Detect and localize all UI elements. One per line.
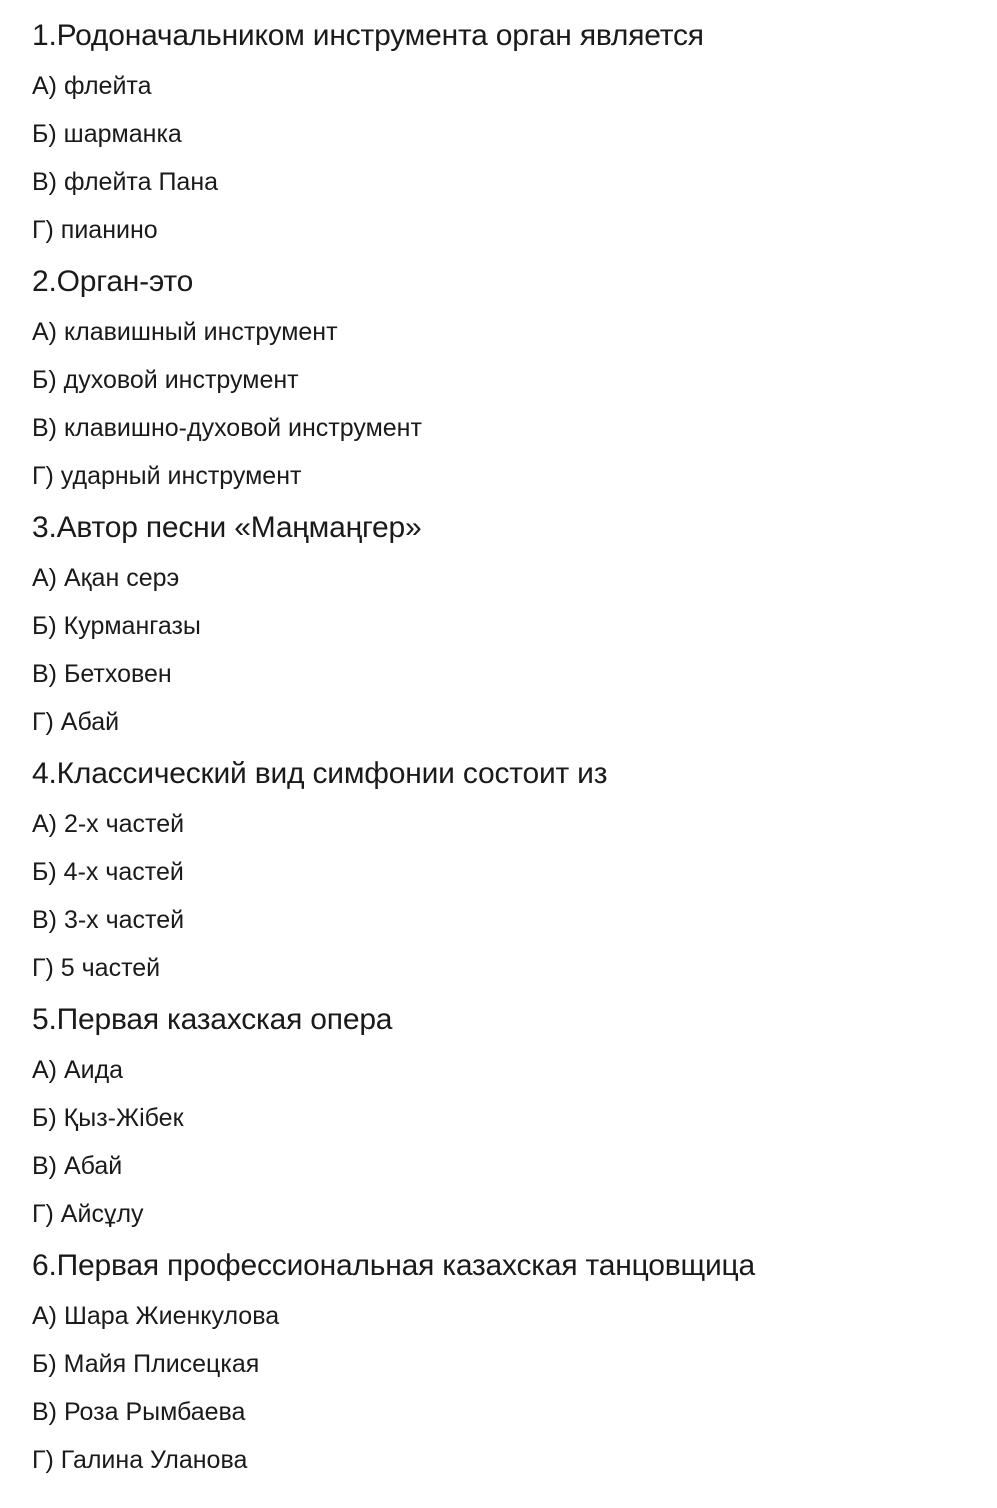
question-6 xyxy=(32,1244,972,1484)
question-title: 2.Орган-это xyxy=(32,265,194,298)
answer-option-a: А) флейта xyxy=(32,72,152,100)
question-1 xyxy=(32,14,972,254)
question-title: 6.Первая профессиональная казахская танцовщица xyxy=(32,1249,755,1282)
answer-option-a: А) Ақан серэ xyxy=(32,564,180,592)
answer-option-a: А) клавишный инструмент xyxy=(32,318,338,346)
answer-option-b: Б) духовой инструмент xyxy=(32,366,299,394)
question-title: 4.Классический вид симфонии состоит из xyxy=(32,757,608,790)
answer-option-b: Б) Курмангазы xyxy=(32,612,201,640)
quiz-document xyxy=(32,14,972,1484)
question-title: 3.Автор песни «Маңмаңгер» xyxy=(32,511,422,544)
answer-option-a: А) Аида xyxy=(32,1056,124,1084)
answer-option-c: В) флейта Пана xyxy=(32,168,219,196)
answer-option-c: В) клавишно-духовой инструмент xyxy=(32,414,422,442)
answer-option-c: В) Абай xyxy=(32,1152,123,1180)
answer-option-d: Г) пианино xyxy=(32,216,158,244)
answer-option-b: Б) шарманка xyxy=(32,120,182,148)
question-title: 1.Родоначальником инструмента орган является xyxy=(32,19,704,52)
answer-option-d: Г) ударный инструмент xyxy=(32,462,302,490)
question-4 xyxy=(32,752,972,992)
question-3 xyxy=(32,506,972,746)
answer-option-a: А) Шара Жиенкулова xyxy=(32,1302,280,1330)
answer-option-d: Г) Абай xyxy=(32,708,120,736)
question-2 xyxy=(32,260,972,500)
question-5 xyxy=(32,998,972,1238)
answer-option-b: Б) Майя Плисецкая xyxy=(32,1350,260,1378)
answer-option-b: Б) 4-х частей xyxy=(32,858,184,886)
answer-option-c: В) Бетховен xyxy=(32,660,172,688)
question-title: 5.Первая казахская опера xyxy=(32,1003,393,1036)
answer-option-d: Г) Айсұлу xyxy=(32,1200,144,1228)
answer-option-c: В) 3-х частей xyxy=(32,906,185,934)
answer-option-c: В) Роза Рымбаева xyxy=(32,1398,246,1426)
answer-option-d: Г) Галина Уланова xyxy=(32,1446,248,1474)
answer-option-b: Б) Қыз-Жібек xyxy=(32,1104,184,1132)
answer-option-a: А) 2-х частей xyxy=(32,810,185,838)
answer-option-d: Г) 5 частей xyxy=(32,954,161,982)
